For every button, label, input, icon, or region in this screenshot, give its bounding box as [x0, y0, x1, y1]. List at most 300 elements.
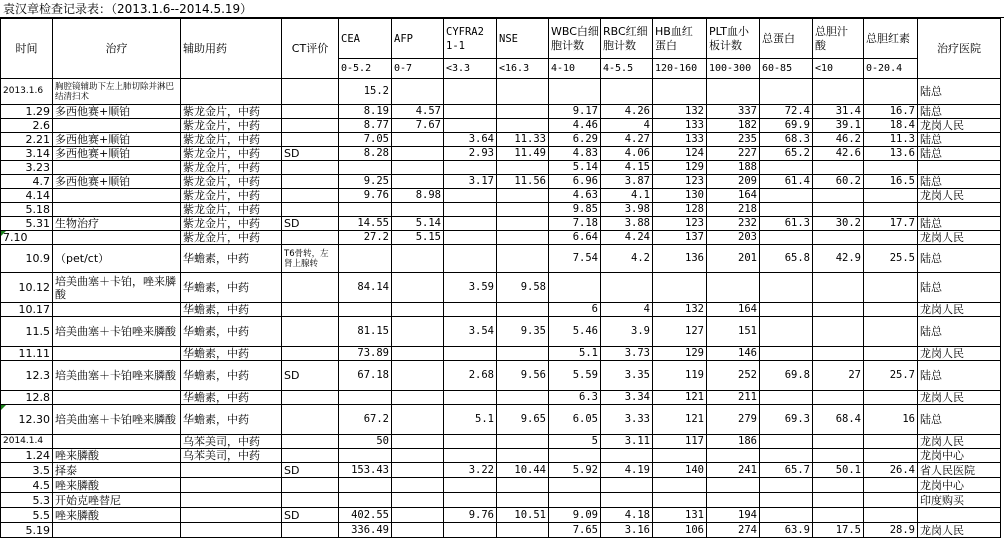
cell-rbc: 3.73	[601, 347, 653, 361]
cell-tr: 多西他赛+顺铂	[53, 147, 181, 161]
cell-plt: 235	[707, 133, 760, 147]
cell-nse	[497, 203, 549, 217]
cell-tbil	[864, 189, 918, 203]
cell-time: 5.19	[1, 523, 53, 538]
cell-rbc: 3.98	[601, 203, 653, 217]
cell-cea: 8.28	[339, 147, 392, 161]
cell-time: 12.8	[1, 391, 53, 405]
cell-wbc: 9.85	[549, 203, 601, 217]
cell-cea: 336.49	[339, 523, 392, 538]
cell-hb: 128	[653, 203, 707, 217]
cell-alb	[760, 435, 813, 449]
cell-hosp: 龙岗人民	[918, 347, 1001, 361]
cell-nse: 11.33	[497, 133, 549, 147]
cell-cea: 81.15	[339, 317, 392, 347]
cell-rbc: 4.19	[601, 463, 653, 478]
cell-tbil	[864, 161, 918, 175]
cell-nse	[497, 347, 549, 361]
cell-hb: 133	[653, 119, 707, 133]
cell-alb	[760, 189, 813, 203]
cell-alb: 63.9	[760, 523, 813, 538]
cell-hb: 132	[653, 303, 707, 317]
table-row	[1, 217, 1001, 231]
cell-rbc: 4.06	[601, 147, 653, 161]
cell-wbc: 6.29	[549, 133, 601, 147]
cell-ct	[282, 105, 339, 119]
cell-afp	[392, 347, 444, 361]
cell-drug: 紫龙金片，中药	[181, 189, 282, 203]
cell-nse: 11.49	[497, 147, 549, 161]
cell-tba: 17.5	[813, 523, 864, 538]
cell-tbil: 13.6	[864, 147, 918, 161]
cell-cyfra: 3.59	[444, 273, 497, 303]
cell-tr: 多西他赛+顺铂	[53, 105, 181, 119]
cell-drug: 紫龙金片，中药	[181, 217, 282, 231]
cell-ct	[282, 523, 339, 538]
cell-drug: 紫龙金片，中药	[181, 133, 282, 147]
cell-cyfra: 3.64	[444, 133, 497, 147]
cell-drug: 华蟾素，中药	[181, 273, 282, 303]
cell-hosp: 陆总	[918, 361, 1001, 391]
cell-afp	[392, 523, 444, 538]
cell-drug: 紫龙金片，中药	[181, 231, 282, 245]
cell-tba	[813, 435, 864, 449]
cell-time: 5.18	[1, 203, 53, 217]
cell-tbil	[864, 231, 918, 245]
cell-hosp: 省人民医院	[918, 463, 1001, 478]
cell-wbc: 9.09	[549, 508, 601, 523]
cell-plt	[707, 79, 760, 105]
header-alb: 总蛋白	[760, 19, 813, 59]
cell-tba	[813, 347, 864, 361]
cell-tbil	[864, 203, 918, 217]
cell-cyfra: 2.68	[444, 361, 497, 391]
cell-alb: 65.8	[760, 245, 813, 273]
cell-ct: SD	[282, 508, 339, 523]
cell-plt: 252	[707, 361, 760, 391]
cell-hb: 121	[653, 405, 707, 435]
cell-hb	[653, 79, 707, 105]
cell-wbc: 4.46	[549, 119, 601, 133]
cell-tr: 培美曲塞＋卡铂唑来膦酸	[53, 361, 181, 391]
cell-ct: T6骨转，左肾上腺转	[282, 245, 339, 273]
cell-wbc: 5	[549, 435, 601, 449]
cell-ct	[282, 347, 339, 361]
cell-hb: 137	[653, 231, 707, 245]
cell-plt: 211	[707, 391, 760, 405]
cell-tba	[813, 231, 864, 245]
cell-cyfra	[444, 478, 497, 493]
cell-tba: 60.2	[813, 175, 864, 189]
cell-time: 2.6	[1, 119, 53, 133]
cell-wbc	[549, 478, 601, 493]
cell-hosp: 龙岗人民	[918, 391, 1001, 405]
cell-ct	[282, 493, 339, 508]
cell-plt: 164	[707, 303, 760, 317]
cell-tbil	[864, 347, 918, 361]
cell-tba: 30.2	[813, 217, 864, 231]
cell-hb: 132	[653, 105, 707, 119]
cell-cyfra: 3.22	[444, 463, 497, 478]
cell-tba: 46.2	[813, 133, 864, 147]
cell-wbc	[549, 449, 601, 463]
cell-cea: 153.43	[339, 463, 392, 478]
cell-hosp: 陆总	[918, 105, 1001, 119]
cell-time: 2013.1.6	[1, 79, 53, 105]
cell-time: 12.3	[1, 361, 53, 391]
header-hospital: 治疗医院	[918, 19, 1001, 79]
cell-wbc: 7.65	[549, 523, 601, 538]
cell-nse: 9.65	[497, 405, 549, 435]
header-hb: HB血红 蛋白	[653, 19, 707, 59]
cell-hb: 119	[653, 361, 707, 391]
cell-rbc: 3.35	[601, 361, 653, 391]
cell-afp	[392, 79, 444, 105]
cell-hosp: 印度购买	[918, 493, 1001, 508]
cell-tba: 31.4	[813, 105, 864, 119]
cell-drug: 紫龙金片，中药	[181, 161, 282, 175]
cell-rbc: 4.27	[601, 133, 653, 147]
cell-time: 2.21	[1, 133, 53, 147]
cell-plt	[707, 449, 760, 463]
cell-alb	[760, 347, 813, 361]
table-row	[1, 405, 1001, 435]
cell-tba: 27	[813, 361, 864, 391]
table-row	[1, 203, 1001, 217]
cell-ct	[282, 478, 339, 493]
header-rbc: RBC红细 胞计数	[601, 19, 653, 59]
cell-rbc: 3.16	[601, 523, 653, 538]
cell-time: 1.29	[1, 105, 53, 119]
cell-plt: 203	[707, 231, 760, 245]
cell-cea	[339, 203, 392, 217]
table-row	[1, 391, 1001, 405]
cell-tba	[813, 449, 864, 463]
cell-ct	[282, 133, 339, 147]
cell-tbil: 16	[864, 405, 918, 435]
cell-rbc: 4	[601, 119, 653, 133]
cell-cea: 67.2	[339, 405, 392, 435]
cell-rbc: 3.11	[601, 435, 653, 449]
cell-nse	[497, 217, 549, 231]
cell-hb: 123	[653, 175, 707, 189]
cell-cea: 9.25	[339, 175, 392, 189]
cell-plt: 182	[707, 119, 760, 133]
cell-ct	[282, 391, 339, 405]
cell-tba	[813, 161, 864, 175]
cell-hb	[653, 449, 707, 463]
cell-tr	[53, 435, 181, 449]
cell-nse	[497, 449, 549, 463]
range-cyfra: <3.3	[444, 59, 497, 79]
cell-drug: 华蟾素，中药	[181, 347, 282, 361]
cell-wbc: 5.14	[549, 161, 601, 175]
range-hb: 120-160	[653, 59, 707, 79]
cell-cyfra	[444, 523, 497, 538]
cell-time: 5.31	[1, 217, 53, 231]
cell-afp	[392, 478, 444, 493]
cell-hosp: 龙岗人民	[918, 435, 1001, 449]
cell-tr: 多西他赛+顺铂	[53, 175, 181, 189]
cell-alb	[760, 79, 813, 105]
cell-hb: 140	[653, 463, 707, 478]
cell-drug: 乌苯美司，中药	[181, 435, 282, 449]
cell-cyfra	[444, 161, 497, 175]
cell-cea: 402.55	[339, 508, 392, 523]
cell-tr	[53, 523, 181, 538]
cell-tr	[53, 231, 181, 245]
cell-nse: 9.56	[497, 361, 549, 391]
cell-time: 5.3	[1, 493, 53, 508]
cell-tbil: 18.4	[864, 119, 918, 133]
cell-afp	[392, 493, 444, 508]
cell-cyfra	[444, 449, 497, 463]
cell-afp	[392, 391, 444, 405]
cell-rbc	[601, 493, 653, 508]
cell-cyfra	[444, 245, 497, 273]
header-time: 时间	[1, 19, 53, 79]
cell-nse	[497, 231, 549, 245]
cell-cea	[339, 245, 392, 273]
cell-drug: 紫龙金片，中药	[181, 105, 282, 119]
cell-cyfra	[444, 203, 497, 217]
cell-drug: 乌苯美司，中药	[181, 449, 282, 463]
header-tba: 总胆汁 酸	[813, 19, 864, 59]
header-plt: PLT血小 板计数	[707, 19, 760, 59]
cell-wbc: 6.64	[549, 231, 601, 245]
cell-ct	[282, 79, 339, 105]
cell-tba: 42.9	[813, 245, 864, 273]
cell-tr: 胸腔镜辅助下左上肺切除并淋巴结清扫术	[53, 79, 181, 105]
cell-tbil	[864, 79, 918, 105]
cell-cea: 14.55	[339, 217, 392, 231]
cell-cyfra	[444, 347, 497, 361]
cell-hb: 127	[653, 317, 707, 347]
cell-wbc: 6.05	[549, 405, 601, 435]
cell-nse	[497, 493, 549, 508]
cell-tba: 50.1	[813, 463, 864, 478]
cell-plt: 227	[707, 147, 760, 161]
cell-hb: 106	[653, 523, 707, 538]
table-row	[1, 119, 1001, 133]
cell-afp	[392, 175, 444, 189]
cell-nse	[497, 105, 549, 119]
table-row	[1, 317, 1001, 347]
cell-time: 10.17	[1, 303, 53, 317]
header-tbil: 总胆红素	[864, 19, 918, 59]
cell-hosp: 陆总	[918, 147, 1001, 161]
table-row	[1, 189, 1001, 203]
cell-ct	[282, 435, 339, 449]
cell-tr: （pet/ct）	[53, 245, 181, 273]
cell-alb	[760, 161, 813, 175]
cell-tba: 42.6	[813, 147, 864, 161]
cell-hosp: 陆总	[918, 317, 1001, 347]
cell-cyfra	[444, 217, 497, 231]
cell-ct: SD	[282, 463, 339, 478]
cell-alb: 69.3	[760, 405, 813, 435]
cell-afp: 5.14	[392, 217, 444, 231]
cell-afp	[392, 203, 444, 217]
cell-rbc: 4.15	[601, 161, 653, 175]
cell-drug: 华蟾素，中药	[181, 303, 282, 317]
cell-tbil	[864, 493, 918, 508]
cell-plt: 201	[707, 245, 760, 273]
cell-wbc: 6	[549, 303, 601, 317]
cell-ct	[282, 203, 339, 217]
cell-cyfra	[444, 391, 497, 405]
header-cyfra: CYFRA2 1-1	[444, 19, 497, 59]
cell-tr: 开始克唑替尼	[53, 493, 181, 508]
cell-tba	[813, 493, 864, 508]
cell-cea: 7.05	[339, 133, 392, 147]
record-table	[0, 18, 1001, 538]
header-drug: 辅助用药	[181, 19, 282, 79]
cell-tbil	[864, 391, 918, 405]
cell-afp: 8.98	[392, 189, 444, 203]
cell-drug	[181, 478, 282, 493]
cell-cea	[339, 493, 392, 508]
cell-rbc: 4	[601, 303, 653, 317]
cell-rbc	[601, 449, 653, 463]
cell-drug: 华蟾素，中药	[181, 317, 282, 347]
cell-hb: 121	[653, 391, 707, 405]
cell-time: 10.9	[1, 245, 53, 273]
cell-hb: 130	[653, 189, 707, 203]
cell-rbc	[601, 273, 653, 303]
cell-cea	[339, 478, 392, 493]
cell-drug	[181, 463, 282, 478]
cell-drug: 华蟾素，中药	[181, 361, 282, 391]
table-row	[1, 435, 1001, 449]
cell-tbil: 16.7	[864, 105, 918, 119]
cell-wbc: 7.18	[549, 217, 601, 231]
cell-hosp: 龙岗中心	[918, 449, 1001, 463]
table-row	[1, 449, 1001, 463]
cell-tr: 培美曲塞＋卡铂，唑来膦酸	[53, 273, 181, 303]
cell-ct	[282, 317, 339, 347]
cell-cyfra: 5.1	[444, 405, 497, 435]
cell-hb: 131	[653, 508, 707, 523]
cell-drug: 华蟾素，中药	[181, 245, 282, 273]
header-nse: NSE	[497, 19, 549, 59]
cell-alb	[760, 449, 813, 463]
cell-afp: 5.15	[392, 231, 444, 245]
table-row	[1, 245, 1001, 273]
cell-nse	[497, 245, 549, 273]
cell-wbc: 5.59	[549, 361, 601, 391]
cell-tbil	[864, 303, 918, 317]
cell-drug: 华蟾素，中药	[181, 405, 282, 435]
cell-cyfra: 2.93	[444, 147, 497, 161]
cell-rbc: 3.9	[601, 317, 653, 347]
cell-hosp	[918, 161, 1001, 175]
table-row	[1, 493, 1001, 508]
cell-wbc: 9.17	[549, 105, 601, 119]
cell-cyfra	[444, 79, 497, 105]
cell-hb: 124	[653, 147, 707, 161]
cell-wbc: 5.1	[549, 347, 601, 361]
cell-plt: 194	[707, 508, 760, 523]
cell-tbil	[864, 449, 918, 463]
cell-tba	[813, 203, 864, 217]
cell-cyfra	[444, 105, 497, 119]
cell-ct: SD	[282, 361, 339, 391]
cell-tr	[53, 119, 181, 133]
cell-plt: 164	[707, 189, 760, 203]
cell-plt: 188	[707, 161, 760, 175]
cell-wbc	[549, 493, 601, 508]
cell-alb	[760, 391, 813, 405]
cell-cyfra: 3.54	[444, 317, 497, 347]
cell-tba	[813, 508, 864, 523]
cell-time: 4.7	[1, 175, 53, 189]
cell-hosp: 陆总	[918, 245, 1001, 273]
cell-hb: 129	[653, 161, 707, 175]
cell-ct	[282, 231, 339, 245]
cell-nse	[497, 391, 549, 405]
cell-rbc: 4.18	[601, 508, 653, 523]
cell-tr	[53, 303, 181, 317]
cell-alb: 69.9	[760, 119, 813, 133]
range-alb: 60-85	[760, 59, 813, 79]
cell-nse	[497, 523, 549, 538]
table-row	[1, 175, 1001, 189]
table-row	[1, 105, 1001, 119]
cell-hosp: 龙岗人民	[918, 303, 1001, 317]
cell-tbil: 25.7	[864, 361, 918, 391]
cell-ct	[282, 303, 339, 317]
cell-alb: 72.4	[760, 105, 813, 119]
cell-hb: 123	[653, 217, 707, 231]
cell-alb	[760, 508, 813, 523]
cell-ct	[282, 449, 339, 463]
cell-cea	[339, 303, 392, 317]
cell-nse: 10.51	[497, 508, 549, 523]
range-tba: <10	[813, 59, 864, 79]
cell-cyfra	[444, 189, 497, 203]
cell-cea: 50	[339, 435, 392, 449]
table-row	[1, 523, 1001, 538]
cell-tbil: 26.4	[864, 463, 918, 478]
cell-hb: 117	[653, 435, 707, 449]
cell-hosp: 龙岗人民	[918, 189, 1001, 203]
cell-tr	[53, 189, 181, 203]
cell-rbc: 4.26	[601, 105, 653, 119]
cell-rbc: 3.87	[601, 175, 653, 189]
cell-time: 3.5	[1, 463, 53, 478]
cell-afp: 7.67	[392, 119, 444, 133]
cell-time: 1.24	[1, 449, 53, 463]
cell-hosp	[918, 508, 1001, 523]
cell-tba	[813, 478, 864, 493]
cell-afp	[392, 317, 444, 347]
range-plt: 100-300	[707, 59, 760, 79]
cell-time: 4.5	[1, 478, 53, 493]
cell-hosp: 陆总	[918, 175, 1001, 189]
cell-cea	[339, 161, 392, 175]
cell-tr: 培美曲塞＋卡铂唑来膦酸	[53, 405, 181, 435]
cell-tr: 唑来膦酸	[53, 449, 181, 463]
cell-rbc: 4.1	[601, 189, 653, 203]
cell-tbil	[864, 317, 918, 347]
cell-nse	[497, 79, 549, 105]
cell-plt: 337	[707, 105, 760, 119]
cell-tbil	[864, 478, 918, 493]
cell-time: 3.23	[1, 161, 53, 175]
cell-tba	[813, 79, 864, 105]
cell-tbil: 17.7	[864, 217, 918, 231]
